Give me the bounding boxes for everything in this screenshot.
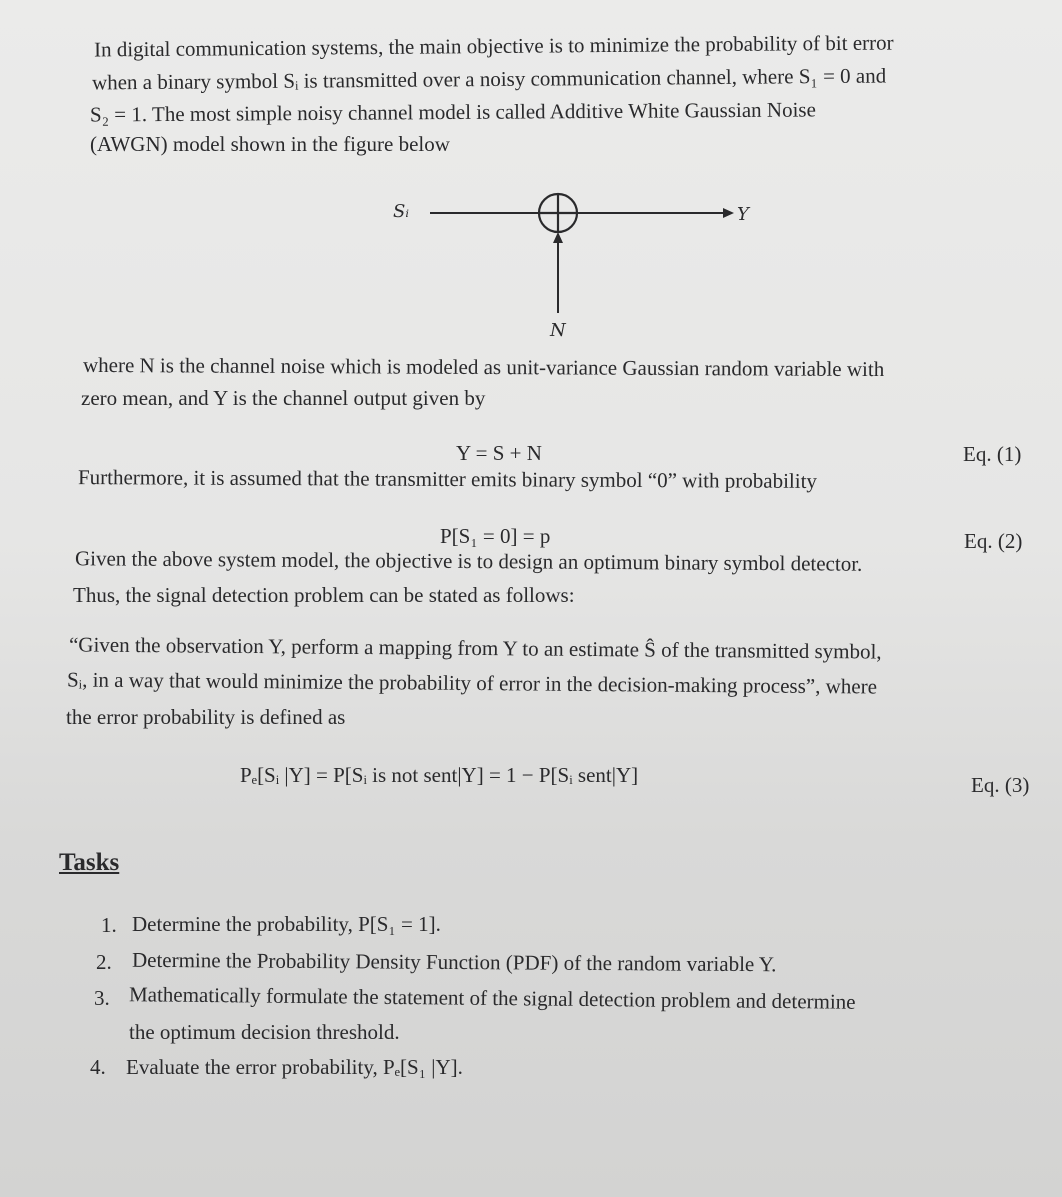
objective-line-2: Thus, the signal detection problem can be stated as follows: <box>73 583 575 607</box>
noise-arrowhead <box>553 232 563 243</box>
equation-3: Pₑ[Sᵢ |Y] = P[Sᵢ is not sent|Y] = 1 − P[Sᵢ sent|Y] <box>240 763 639 787</box>
equation-1: Y = S + N <box>456 441 542 465</box>
equation-1-label: Eq. (1) <box>963 442 1022 466</box>
noise-line-2: zero mean, and Y is the channel output given by <box>81 386 486 410</box>
intro-line-3: S₂ = 1. The most simple noisy channel model is called Additive White Gaussian Noise <box>89 97 816 127</box>
tasks-heading: Tasks <box>59 849 120 876</box>
quote-line-1: “Given the observation Y, perform a mapping from Y to an estimate Ŝ of the transmitted symbol, <box>68 632 882 664</box>
quote-line-3: the error probability is defined as <box>66 705 346 729</box>
equation-2-label: Eq. (2) <box>964 529 1023 553</box>
intro-line-4: (AWGN) model shown in the figure below <box>90 132 450 156</box>
equation-2: P[S₁ = 0] = p <box>440 524 551 548</box>
diagram-output-label: Y <box>737 204 749 225</box>
task-3-number: 3. <box>94 986 110 1010</box>
task-1-number: 1. <box>101 913 117 937</box>
task-3-text-line-1: Mathematically formulate the statement of the signal detection problem and determine <box>128 982 856 1014</box>
task-4-text: Evaluate the error probability, Pₑ[S₁ |Y]. <box>126 1055 463 1079</box>
objective-line-1: Given the above system model, the objective is to design an optimum binary symbol detector. <box>74 546 863 576</box>
diagram-noise-label: N <box>550 320 566 341</box>
awgn-diagram <box>380 180 760 320</box>
output-arrowhead <box>723 208 734 218</box>
task-3-text-line-2: the optimum decision threshold. <box>129 1020 400 1044</box>
transmitter-line: Furthermore, it is assumed that the transmitter emits binary symbol “0” with probability <box>77 465 818 493</box>
equation-3-label: Eq. (3) <box>971 773 1030 797</box>
task-2-text: Determine the Probability Density Function (PDF) of the random variable Y. <box>131 947 777 977</box>
intro-line-2: when a binary symbol Sᵢ is transmitted over a noisy communication channel, where S₁ = 0 and <box>91 63 887 95</box>
quote-line-2: Sᵢ, in a way that would minimize the probability of error in the decision-making process”, where <box>66 667 878 699</box>
task-2-number: 2. <box>96 950 112 974</box>
diagram-input-label: Sᵢ <box>393 201 409 222</box>
noise-line-1: where N is the channel noise which is modeled as unit-variance Gaussian random variable with <box>82 352 885 382</box>
intro-line-1: In digital communication systems, the main objective is to minimize the probability of bit error <box>93 30 894 62</box>
task-4-number: 4. <box>90 1055 106 1079</box>
task-1-text: Determine the probability, P[S₁ = 1]. <box>132 912 441 936</box>
